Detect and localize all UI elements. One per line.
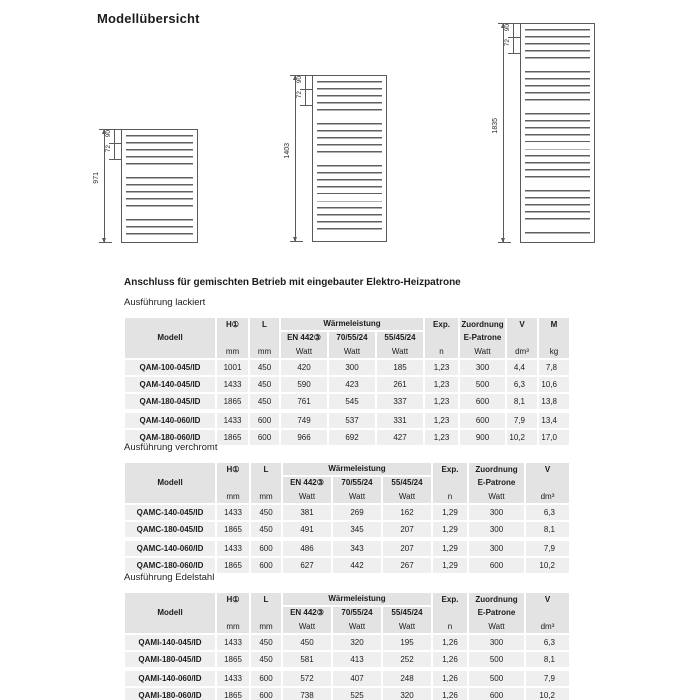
value-cell: 1,23 xyxy=(424,359,459,376)
value-cell: 1865 xyxy=(216,687,250,700)
value-cell: 1433 xyxy=(216,411,249,429)
spec-table-edelstahl xyxy=(123,591,571,700)
col-waermeleistung xyxy=(282,592,432,634)
model-cell: QAMC-180-045/ID xyxy=(124,521,216,539)
table-row xyxy=(124,651,570,669)
model-cell: QAMC-140-045/ID xyxy=(124,504,216,521)
subcol-554524: 55/45/24 Watt xyxy=(383,477,431,503)
col-exp: Exp. n xyxy=(432,592,468,634)
value-cell: 442 xyxy=(332,557,382,574)
table-row xyxy=(124,634,570,651)
value-cell: 8,1 xyxy=(525,651,570,669)
value-cell: 207 xyxy=(382,539,432,557)
dim-b-label: 72 xyxy=(105,145,112,153)
value-cell: 423 xyxy=(328,376,376,393)
model-cell: QAMI-180-060/ID xyxy=(124,687,216,700)
subcol-705524: 70/55/24 Watt xyxy=(329,332,375,358)
table-row xyxy=(124,539,570,557)
col-waermeleistung xyxy=(282,462,432,504)
value-cell: 267 xyxy=(382,557,432,574)
dimension-tick xyxy=(300,89,312,90)
dimension-tick xyxy=(290,241,303,242)
radiator-frame xyxy=(121,129,198,243)
value-cell: 7,9 xyxy=(525,539,570,557)
dim-b-label: 72 xyxy=(296,91,303,99)
table-header-row xyxy=(124,592,570,634)
subcol-705524: 70/55/24 Watt xyxy=(333,607,381,633)
radiator-drawing-small xyxy=(94,129,206,249)
model-cell: QAM-100-045/ID xyxy=(124,359,216,376)
value-cell: 248 xyxy=(382,669,432,687)
value-cell: 10,6 xyxy=(538,376,570,393)
radiator-tubes xyxy=(525,29,590,237)
dimension-line xyxy=(114,143,115,159)
value-cell: 261 xyxy=(376,376,424,393)
radiator-frame xyxy=(312,75,387,242)
dimension-line xyxy=(305,75,306,89)
value-cell: 486 xyxy=(282,539,332,557)
model-cell: QAMC-140-060/ID xyxy=(124,539,216,557)
model-cell: QAMC-180-060/ID xyxy=(124,557,216,574)
value-cell: 300 xyxy=(328,359,376,376)
value-cell: 413 xyxy=(332,651,382,669)
height-dimension-label: 1835 xyxy=(492,118,499,134)
value-cell: 7,9 xyxy=(525,669,570,687)
value-cell: 450 xyxy=(250,521,282,539)
model-cell: QAMI-140-060/ID xyxy=(124,669,216,687)
value-cell: 1433 xyxy=(216,539,250,557)
table-body xyxy=(124,634,570,700)
value-cell: 10,2 xyxy=(506,429,538,446)
value-cell: 450 xyxy=(250,651,282,669)
value-cell: 1001 xyxy=(216,359,249,376)
value-cell: 581 xyxy=(282,651,332,669)
value-cell: 450 xyxy=(249,376,280,393)
waermeleistung-label: Wärmeleistung xyxy=(283,463,431,475)
col-h: H① mm xyxy=(216,462,250,504)
value-cell: 337 xyxy=(376,393,424,411)
value-cell: 692 xyxy=(328,429,376,446)
col-l: L mm xyxy=(250,462,282,504)
value-cell: 10,2 xyxy=(525,557,570,574)
col-v: V dm³ xyxy=(525,592,570,634)
value-cell: 1,26 xyxy=(432,669,468,687)
value-cell: 1,26 xyxy=(432,687,468,700)
dim-a-label: 90 xyxy=(296,76,303,84)
value-cell: 6,3 xyxy=(525,504,570,521)
table-row xyxy=(124,504,570,521)
table-title-lackiert: Ausführung lackiert xyxy=(124,297,206,308)
value-cell: 17,0 xyxy=(538,429,570,446)
value-cell: 545 xyxy=(328,393,376,411)
value-cell: 10,2 xyxy=(525,687,570,700)
height-dimension-label: 971 xyxy=(93,172,100,184)
value-cell: 13,4 xyxy=(538,411,570,429)
spec-table-lackiert xyxy=(123,316,571,447)
value-cell: 300 xyxy=(468,504,525,521)
model-cell: QAM-140-045/ID xyxy=(124,376,216,393)
radiator-frame xyxy=(520,23,595,243)
col-zuordnung: Zuordnung E-Patrone Watt xyxy=(468,592,525,634)
value-cell: 600 xyxy=(249,429,280,446)
dimension-tick xyxy=(508,37,520,38)
dim-a-label: 90 xyxy=(105,130,112,138)
value-cell: 1,29 xyxy=(432,557,468,574)
value-cell: 600 xyxy=(459,411,506,429)
value-cell: 320 xyxy=(382,687,432,700)
col-modell: Modell xyxy=(124,462,216,504)
value-cell: 4,4 xyxy=(506,359,538,376)
value-cell: 450 xyxy=(282,634,332,651)
dimension-tick xyxy=(109,159,121,160)
waermeleistung-label: Wärmeleistung xyxy=(281,318,423,330)
col-h: H① mm xyxy=(216,592,250,634)
value-cell: 1,23 xyxy=(424,393,459,411)
col-zuordnung: Zuordnung E-Patrone Watt xyxy=(468,462,525,504)
table-row xyxy=(124,687,570,700)
page-title: Modellübersicht xyxy=(97,11,200,26)
value-cell: 1433 xyxy=(216,669,250,687)
value-cell: 500 xyxy=(468,651,525,669)
value-cell: 1865 xyxy=(216,393,249,411)
value-cell: 407 xyxy=(332,669,382,687)
value-cell: 1433 xyxy=(216,634,250,651)
value-cell: 195 xyxy=(382,634,432,651)
dimension-line xyxy=(114,129,115,143)
dimension-line xyxy=(513,37,514,53)
subcol-en442: EN 442③ Watt xyxy=(283,477,331,503)
value-cell: 500 xyxy=(459,376,506,393)
model-cell: QAMI-140-045/ID xyxy=(124,634,216,651)
col-modell: Modell xyxy=(124,317,216,359)
value-cell: 450 xyxy=(250,634,282,651)
col-modell: Modell xyxy=(124,592,216,634)
value-cell: 500 xyxy=(468,669,525,687)
value-cell: 600 xyxy=(250,557,282,574)
value-cell: 7,9 xyxy=(506,411,538,429)
value-cell: 269 xyxy=(332,504,382,521)
value-cell: 300 xyxy=(468,539,525,557)
col-waermeleistung xyxy=(280,317,424,359)
value-cell: 381 xyxy=(282,504,332,521)
dimension-line xyxy=(305,89,306,105)
value-cell: 627 xyxy=(282,557,332,574)
col-m: M kg xyxy=(538,317,570,359)
col-l: L mm xyxy=(250,592,282,634)
value-cell: 525 xyxy=(332,687,382,700)
value-cell: 590 xyxy=(280,376,328,393)
col-exp: Exp. n xyxy=(432,462,468,504)
radiator-drawing-tall xyxy=(493,23,603,249)
radiator-tubes xyxy=(126,135,193,237)
value-cell: 966 xyxy=(280,429,328,446)
table-header-row xyxy=(124,317,570,359)
value-cell: 6,3 xyxy=(525,634,570,651)
value-cell: 1433 xyxy=(216,504,250,521)
value-cell: 345 xyxy=(332,521,382,539)
radiator-tubes xyxy=(317,81,382,236)
value-cell: 1,29 xyxy=(432,521,468,539)
table-row xyxy=(124,521,570,539)
table-title-verchromt: Ausführung verchromt xyxy=(124,442,218,453)
subcol-705524: 70/55/24 Watt xyxy=(333,477,381,503)
value-cell: 1865 xyxy=(216,557,250,574)
dimension-tick xyxy=(508,53,520,54)
dimension-tick xyxy=(109,143,121,144)
value-cell: 300 xyxy=(468,634,525,651)
value-cell: 1,23 xyxy=(424,376,459,393)
value-cell: 427 xyxy=(376,429,424,446)
value-cell: 1,26 xyxy=(432,651,468,669)
subcol-554524: 55/45/24 Watt xyxy=(377,332,423,358)
table-body xyxy=(124,504,570,574)
waermeleistung-label: Wärmeleistung xyxy=(283,593,431,605)
model-cell: QAM-180-045/ID xyxy=(124,393,216,411)
value-cell: 1,29 xyxy=(432,504,468,521)
value-cell: 537 xyxy=(328,411,376,429)
model-cell: QAM-140-060/ID xyxy=(124,411,216,429)
dimension-tick xyxy=(300,105,312,106)
value-cell: 13,8 xyxy=(538,393,570,411)
value-cell: 600 xyxy=(250,669,282,687)
dimension-tick xyxy=(498,242,511,243)
value-cell: 1865 xyxy=(216,429,249,446)
value-cell: 420 xyxy=(280,359,328,376)
value-cell: 900 xyxy=(459,429,506,446)
value-cell: 600 xyxy=(468,687,525,700)
dimension-line xyxy=(503,23,504,243)
height-dimension-label: 1403 xyxy=(284,143,291,159)
value-cell: 600 xyxy=(250,687,282,700)
table-body xyxy=(124,359,570,446)
subcol-en442: EN 442③ Watt xyxy=(283,607,331,633)
model-cell: QAM-180-060/ID xyxy=(124,429,216,446)
value-cell: 6,3 xyxy=(506,376,538,393)
dimension-tick xyxy=(99,242,112,243)
value-cell: 162 xyxy=(382,504,432,521)
table-row xyxy=(124,376,570,393)
value-cell: 252 xyxy=(382,651,432,669)
spec-table-verchromt xyxy=(123,461,571,575)
value-cell: 1,29 xyxy=(432,539,468,557)
value-cell: 207 xyxy=(382,521,432,539)
value-cell: 491 xyxy=(282,521,332,539)
value-cell: 8,1 xyxy=(525,521,570,539)
value-cell: 1,23 xyxy=(424,429,459,446)
col-h: H① mm xyxy=(216,317,249,359)
value-cell: 600 xyxy=(249,411,280,429)
value-cell: 761 xyxy=(280,393,328,411)
value-cell: 600 xyxy=(459,393,506,411)
value-cell: 300 xyxy=(468,521,525,539)
value-cell: 600 xyxy=(468,557,525,574)
dimension-line xyxy=(513,23,514,37)
table-row xyxy=(124,669,570,687)
table-title-edelstahl: Ausführung Edelstahl xyxy=(124,572,215,583)
value-cell: 600 xyxy=(250,539,282,557)
value-cell: 572 xyxy=(282,669,332,687)
value-cell: 450 xyxy=(250,504,282,521)
radiator-drawing-medium xyxy=(285,75,395,247)
value-cell: 749 xyxy=(280,411,328,429)
value-cell: 8,1 xyxy=(506,393,538,411)
value-cell: 1,23 xyxy=(424,411,459,429)
section-heading: Anschluss für gemischten Betrieb mit eingebauter Elektro-Heizpatrone xyxy=(124,277,461,288)
value-cell: 1865 xyxy=(216,651,250,669)
value-cell: 450 xyxy=(249,359,280,376)
dim-a-label: 90 xyxy=(504,24,511,32)
subcol-554524: 55/45/24 Watt xyxy=(383,607,431,633)
table-row xyxy=(124,393,570,411)
dimension-line xyxy=(295,75,296,242)
value-cell: 1433 xyxy=(216,376,249,393)
col-zuordnung: Zuordnung E-Patrone Watt xyxy=(459,317,506,359)
value-cell: 450 xyxy=(249,393,280,411)
col-exp: Exp. n xyxy=(424,317,459,359)
value-cell: 331 xyxy=(376,411,424,429)
subcol-en442: EN 442③ Watt xyxy=(281,332,327,358)
col-l: L mm xyxy=(249,317,280,359)
value-cell: 185 xyxy=(376,359,424,376)
table-row xyxy=(124,411,570,429)
value-cell: 1865 xyxy=(216,521,250,539)
value-cell: 320 xyxy=(332,634,382,651)
dim-b-label: 72 xyxy=(504,39,511,47)
table-header-row xyxy=(124,462,570,504)
value-cell: 738 xyxy=(282,687,332,700)
value-cell: 343 xyxy=(332,539,382,557)
value-cell: 7,8 xyxy=(538,359,570,376)
table-row xyxy=(124,359,570,376)
col-v: V dm³ xyxy=(525,462,570,504)
col-v: V dm³ xyxy=(506,317,538,359)
model-cell: QAMI-180-045/ID xyxy=(124,651,216,669)
value-cell: 1,26 xyxy=(432,634,468,651)
value-cell: 300 xyxy=(459,359,506,376)
